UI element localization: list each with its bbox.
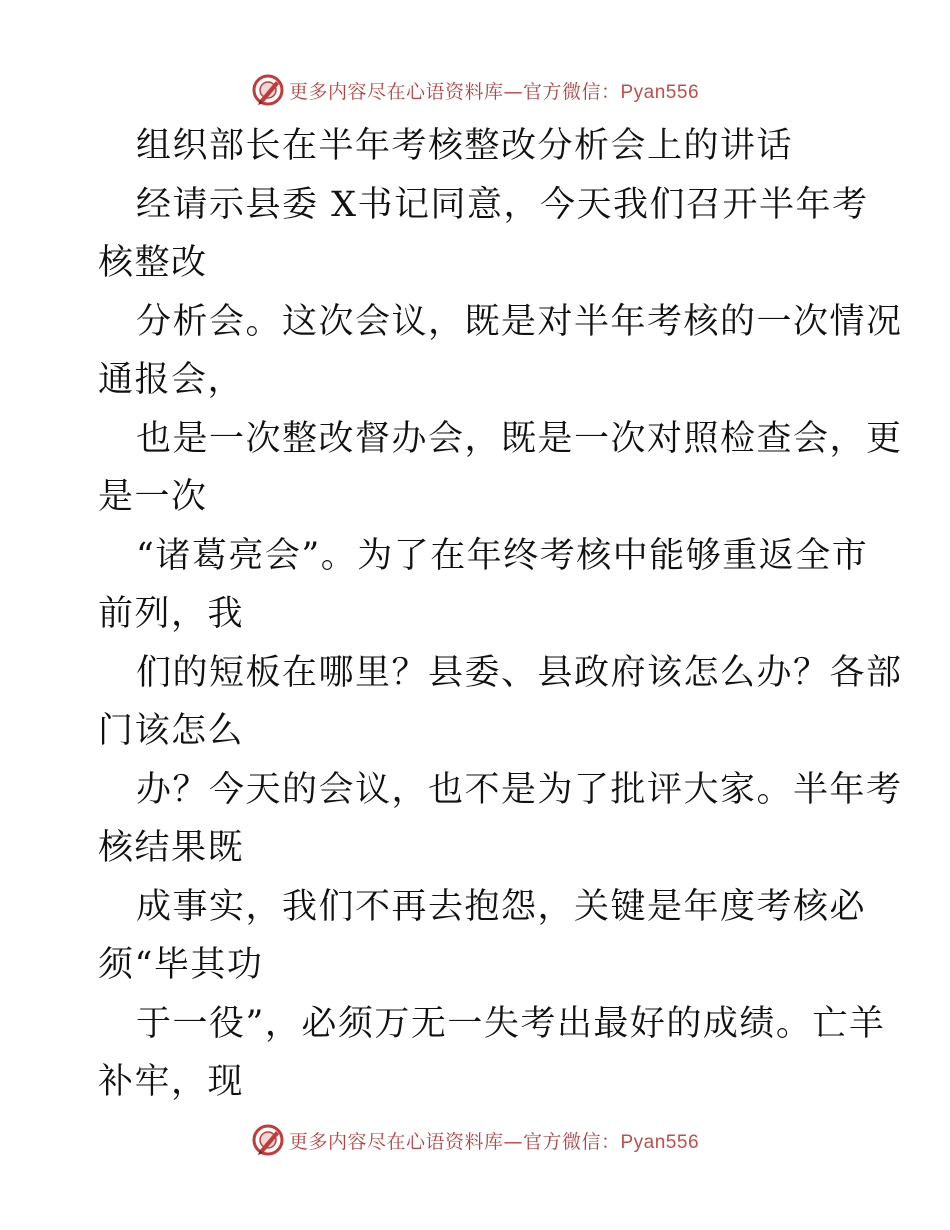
watermark-dash: — xyxy=(503,80,523,103)
header-watermark xyxy=(0,70,950,110)
text-line: 核结果既 xyxy=(98,828,245,868)
footer-watermark xyxy=(0,1120,950,1160)
text-line: 门该怎么 xyxy=(98,711,245,751)
watermark-main: 更多内容尽在心语资料库 xyxy=(288,1130,504,1153)
text-line: 核整改 xyxy=(98,243,208,283)
watermark-label: 官方微信： xyxy=(522,1130,621,1153)
pen-logo-icon xyxy=(251,73,285,107)
text-line: 办？今天的会议，也不是为了批评大家。半年考 xyxy=(136,769,903,810)
text-line: “诸葛亮会”。为了在年终考核中能够重返全市 xyxy=(136,535,869,576)
text-line: 须“毕其功 xyxy=(98,945,264,985)
watermark-label: 官方微信： xyxy=(522,80,621,103)
watermark-text xyxy=(289,1127,699,1154)
watermark-id: Pyan556 xyxy=(620,1131,700,1153)
text-line: 于一役”，必须万无一失考出最好的成绩。亡羊 xyxy=(136,1003,886,1044)
text-line: 们的短板在哪里？县委、县政府该怎么办？各部 xyxy=(136,652,903,693)
watermark-id: Pyan556 xyxy=(620,81,700,103)
text-line: 补牢，现 xyxy=(98,1062,245,1102)
pen-logo-icon xyxy=(251,1123,285,1157)
text-line: 前列，我 xyxy=(98,594,245,634)
text-line: 也是一次整改督办会，既是一次对照检查会，更 xyxy=(136,418,903,459)
text-line: 通报会， xyxy=(98,360,245,400)
text-line: 成事实，我们不再去抱怨，关键是年度考核必 xyxy=(136,886,867,927)
text-line: 是一次 xyxy=(98,477,208,517)
watermark-main: 更多内容尽在心语资料库 xyxy=(288,80,504,103)
text-line: 分析会。这次会议，既是对半年考核的一次情况 xyxy=(136,301,903,342)
watermark-text xyxy=(289,77,699,104)
watermark-dash: — xyxy=(503,1130,523,1153)
text-line: 经请示县委 X书记同意，今天我们召开半年考 xyxy=(136,184,869,225)
text-line: 组织部长在半年考核整改分析会上的讲话 xyxy=(136,126,794,166)
document-body xyxy=(98,117,903,1112)
